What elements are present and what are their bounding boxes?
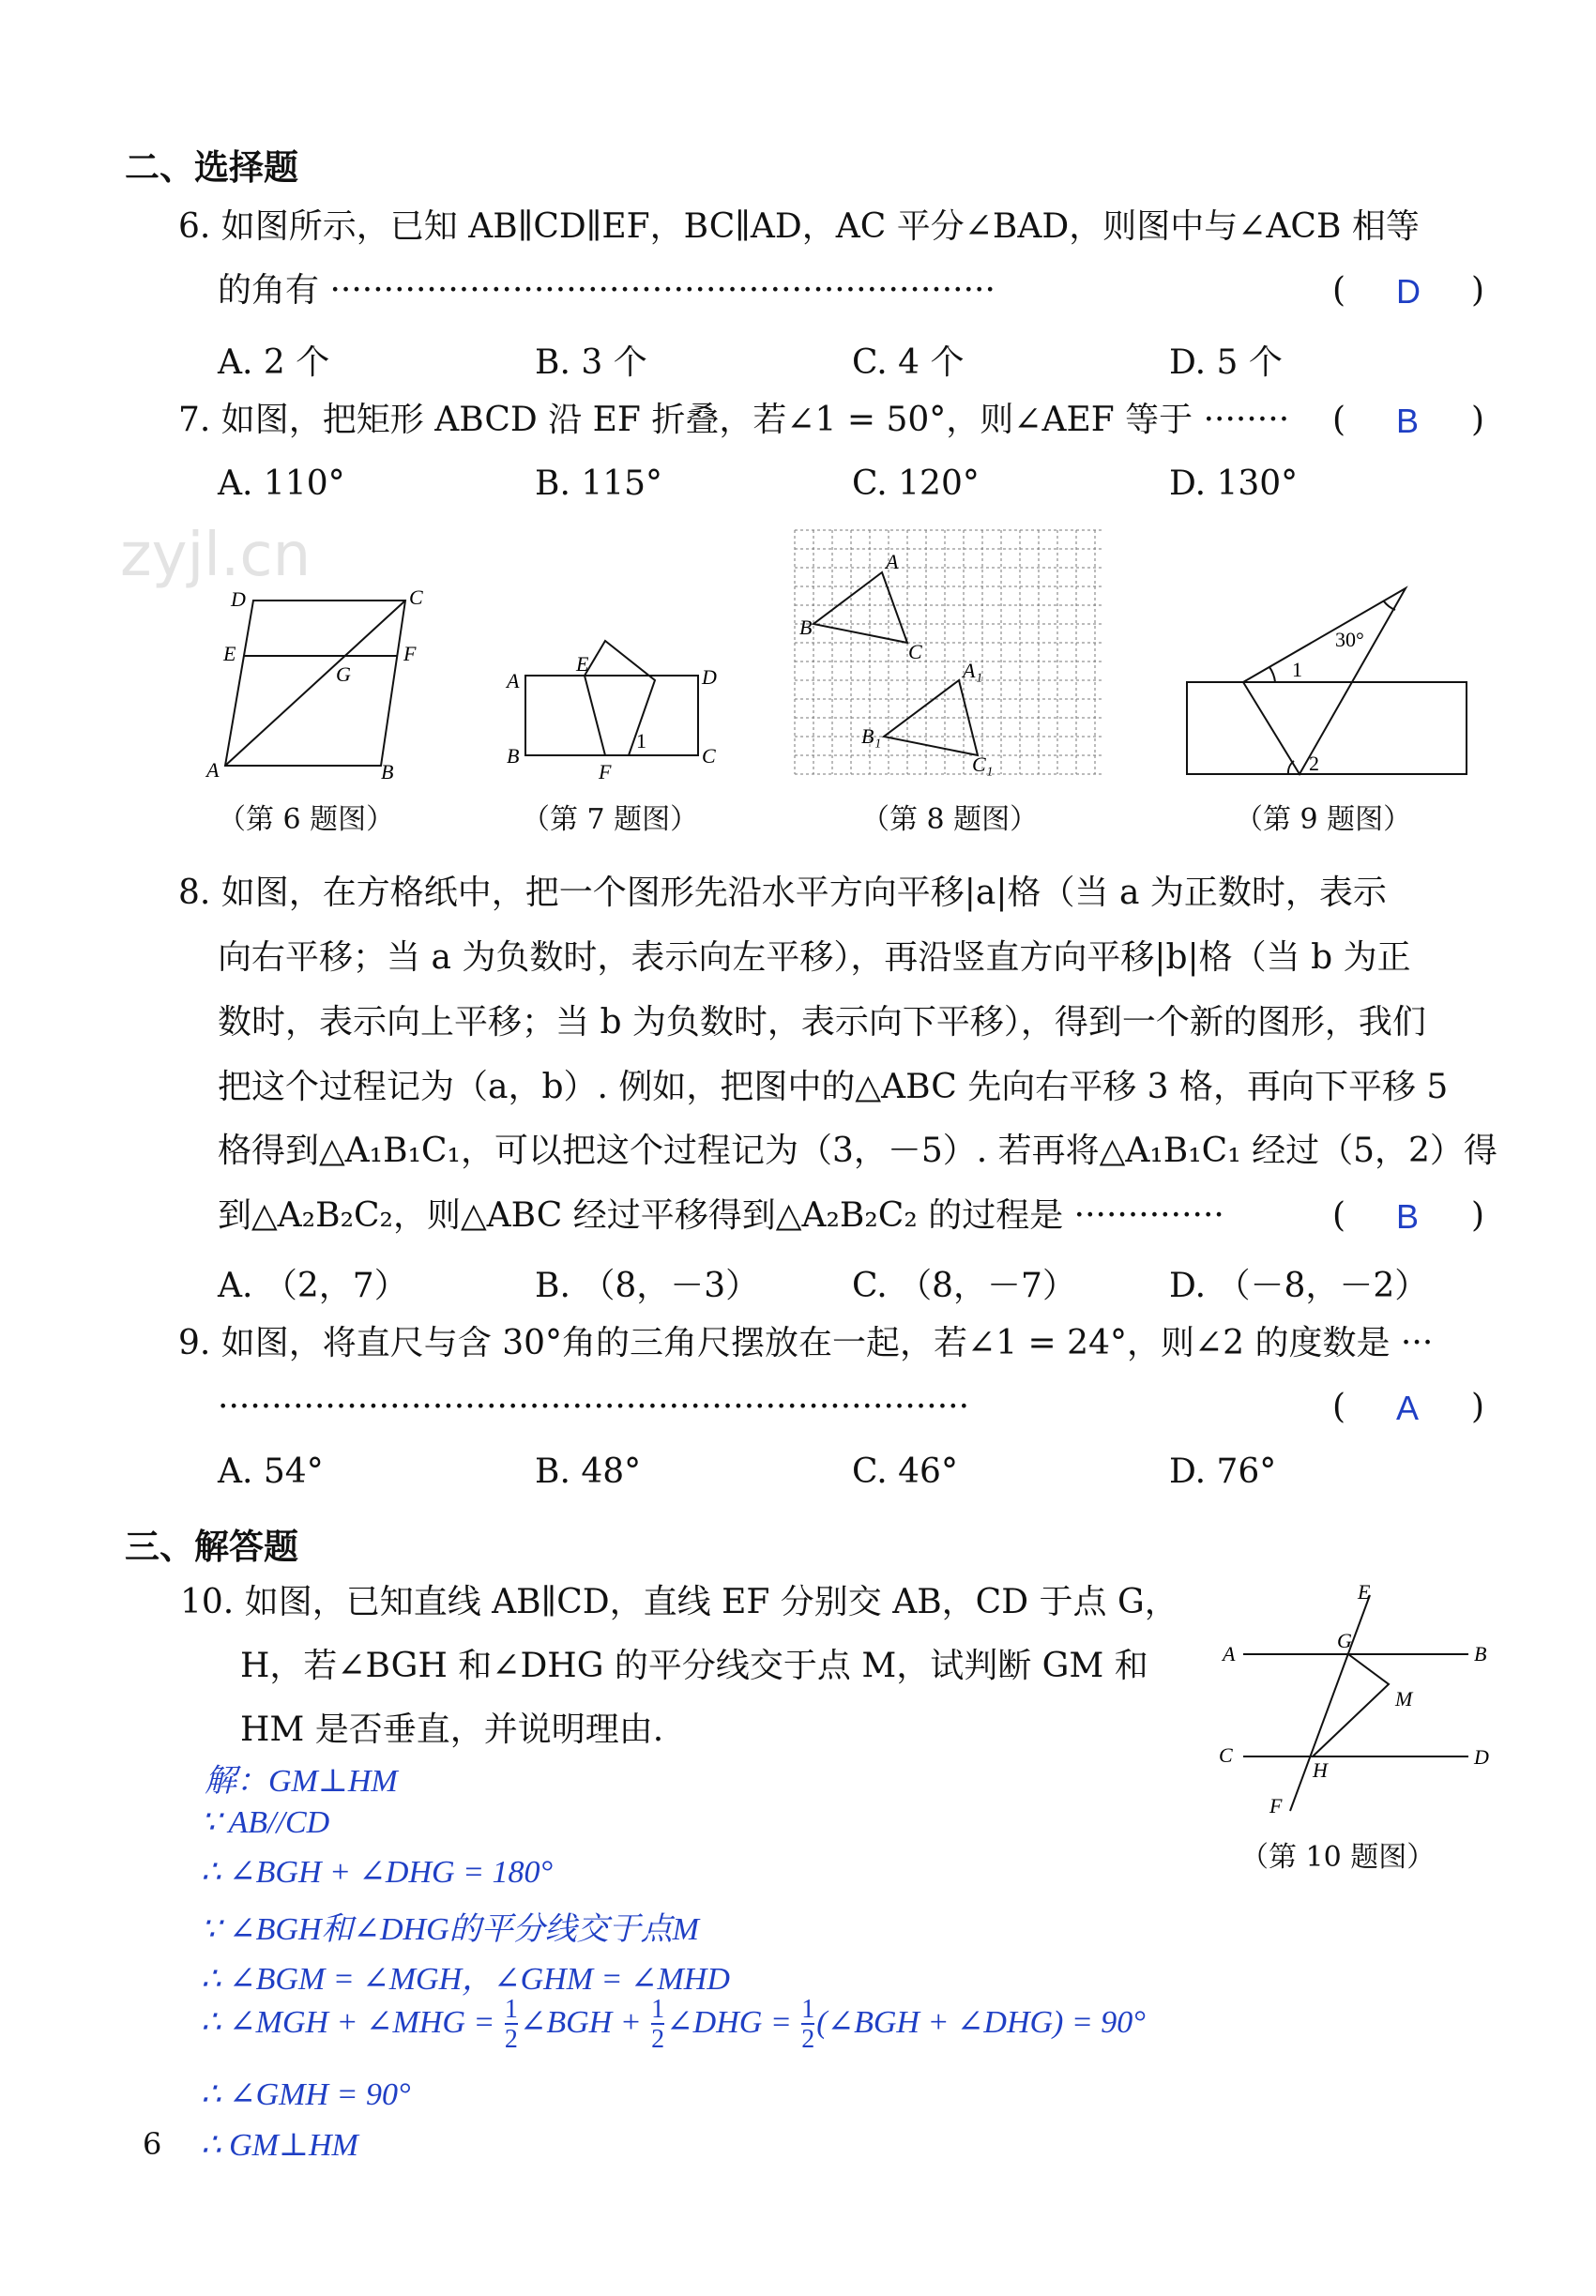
q7-option-a: A. 110° (218, 464, 345, 503)
q7-option-d: D. 130° (1169, 464, 1299, 503)
q7-answer: B (1396, 402, 1420, 440)
q9-answer: A (1396, 1389, 1420, 1427)
q7-stem: 7. 如图，把矩形 ABCD 沿 EF 折叠，若∠1 = 50°，则∠AEF 等于 ········ (178, 401, 1290, 439)
figure-9 (1178, 577, 1482, 788)
fig7-label-d: D (702, 665, 717, 689)
fig8-label-a1: A₁ (963, 659, 983, 682)
fig8-label-c: C (908, 640, 922, 663)
q6-answer: D (1396, 272, 1421, 311)
fraction-half-1 (505, 1997, 518, 2053)
fig10-label-e: E (1358, 1580, 1371, 1604)
fig6-label-a: A (206, 758, 220, 782)
q8-stem-line3: 数时，表示向上平移；当 b 为负数时，表示向下平移），得到一个新的图形，我们 (218, 1003, 1426, 1042)
fig10-label-m: M (1395, 1687, 1413, 1711)
fig8-label-a: A (886, 550, 899, 573)
fig6-label-c: C (409, 585, 423, 609)
fraction-num-3: 1 (801, 1995, 815, 2024)
q9-stem-line2: ······································································ (218, 1388, 970, 1426)
fig10-label-d: D (1474, 1745, 1489, 1769)
figure-10 (1215, 1576, 1501, 1830)
solution-line6-part1: ∴ ∠MGH + ∠MHG = (201, 2004, 503, 2040)
fig7-label-a: A (507, 669, 520, 692)
q10-stem-line1: 10. 如图，已知直线 AB∥CD，直线 EF 分别交 AB，CD 于点 G， (180, 1583, 1178, 1621)
q7-option-b: B. 115° (535, 464, 663, 503)
solution-line4: ∵ ∠BGH和∠DHG的平分线交于点M (201, 1912, 699, 1947)
fig10-label-a: A (1223, 1642, 1236, 1665)
fig7-label-1: 1 (636, 729, 646, 753)
solution-line3: ∴ ∠BGH + ∠DHG = 180° (201, 1855, 554, 1890)
q8-option-b: B. （8，－3） (535, 1267, 760, 1305)
q7-paren-close: ) (1471, 401, 1485, 439)
figure-6 (197, 582, 441, 793)
fraction-den-3: 2 (801, 2025, 815, 2054)
q9-stem-line1: 9. 如图，将直尺与含 30°角的三角尺摆放在一起，若∠1 = 24°，则∠2 的度数是 ··· (178, 1324, 1434, 1362)
fraction-num-2: 1 (651, 1995, 665, 2024)
q6-paren-close: ) (1471, 271, 1485, 310)
q9-option-c: C. 46° (852, 1452, 958, 1491)
fig7-label-f: F (599, 760, 612, 783)
q9-paren-open: ( (1332, 1388, 1346, 1426)
q8-stem-line6: 到△A₂B₂C₂，则△ABC 经过平移得到△A₂B₂C₂ 的过程是 ·············· (218, 1196, 1224, 1235)
fig6-label-g: G (336, 662, 351, 686)
solution-line5: ∴ ∠BGM = ∠MGH，∠GHM = ∠MHD (201, 1962, 730, 1997)
fig10-label-g: G (1337, 1629, 1352, 1652)
q8-stem-line5: 格得到△A₁B₁C₁，可以把这个过程记为（3，－5）. 若再将△A₁B₁C₁ 经过（5，2）得 (218, 1132, 1497, 1170)
fraction-num-1: 1 (504, 1995, 518, 2024)
q8-option-a: A. （2，7） (218, 1267, 408, 1305)
fig10-label-c: C (1219, 1743, 1233, 1767)
q8-option-d: D. （－8，－2） (1169, 1267, 1429, 1305)
fig6-label-d: D (231, 587, 246, 611)
q8-stem-line2: 向右平移；当 a 为负数时，表示向左平移），再沿竖直方向平移|b|格（当 b 为正 (218, 938, 1411, 977)
fraction-den-2: 2 (651, 2025, 665, 2054)
q9-paren-close: ) (1471, 1388, 1485, 1426)
fig8-label-b: B (799, 616, 813, 639)
q8-paren-close: ) (1471, 1196, 1485, 1235)
q8-stem-line4: 把这个过程记为（a，b）. 例如，把图中的△ABC 先向右平移 3 格，再向下平移 5 (218, 1068, 1449, 1106)
fig8-caption: （第 8 题图） (861, 803, 1039, 836)
q6-option-d: D. 5 个 (1169, 343, 1283, 382)
fig7-label-b: B (507, 744, 520, 768)
figure-8 (790, 525, 1109, 783)
fig6-label-e: E (223, 642, 236, 665)
fig7-label-c: C (702, 744, 716, 768)
fig6-label-f: F (403, 642, 417, 665)
fig10-label-h: H (1313, 1758, 1328, 1782)
watermark: zyjl.cn (120, 521, 312, 590)
q7-option-c: C. 120° (852, 464, 980, 503)
fig9-label-1: 1 (1292, 658, 1302, 681)
fig10-label-b: B (1474, 1642, 1487, 1665)
fig7-label-e: E (576, 652, 589, 676)
solution-line8: ∴ GM⊥HM (201, 2128, 358, 2163)
section-heading-answer: 三、解答题 (125, 1527, 298, 1567)
fig9-label-30deg: 30° (1335, 628, 1364, 651)
q6-stem-line2: 的角有 ······························································ (218, 271, 996, 310)
fig9-label-2: 2 (1309, 752, 1319, 775)
q10-stem-line2: H，若∠BGH 和∠DHG 的平分线交于点 M，试判断 GM 和 (240, 1647, 1148, 1685)
solution-line6-part2: ∠BGH + (519, 2004, 650, 2040)
page-number: 6 (143, 2126, 162, 2162)
figure-7 (497, 633, 727, 788)
q9-option-b: B. 48° (535, 1452, 642, 1491)
section-heading-choice: 二、选择题 (125, 147, 298, 188)
q6-stem-line1: 6. 如图所示，已知 AB∥CD∥EF，BC∥AD，AC 平分∠BAD，则图中与∠ACB 相等 (178, 207, 1420, 246)
solution-line2: ∵ AB//CD (201, 1805, 330, 1840)
fig6-label-b: B (381, 760, 394, 783)
q10-stem-line3: HM 是否垂直，并说明理由. (240, 1711, 664, 1749)
solution-line7: ∴ ∠GMH = 90° (201, 2077, 411, 2112)
q6-option-b: B. 3 个 (535, 343, 647, 382)
fig10-caption: （第 10 题图） (1240, 1841, 1436, 1874)
solution-line6-part3: ∠DHG = (666, 2004, 800, 2040)
fraction-half-2 (651, 1997, 664, 2053)
fraction-half-3 (801, 1997, 814, 2053)
fig8-label-c1: C₁ (972, 753, 994, 776)
fraction-den-1: 2 (504, 2025, 518, 2054)
fig10-label-f: F (1269, 1794, 1283, 1817)
q8-answer: B (1396, 1197, 1420, 1236)
solution-line1: 解：GM⊥HM (205, 1764, 398, 1799)
q7-paren-open: ( (1332, 401, 1346, 439)
q8-option-c: C. （8，－7） (852, 1267, 1076, 1305)
q8-paren-open: ( (1332, 1196, 1346, 1235)
solution-line6 (201, 1997, 1146, 2053)
fig9-caption: （第 9 题图） (1235, 803, 1412, 836)
q6-option-a: A. 2 个 (218, 343, 330, 382)
q6-paren-open: ( (1332, 271, 1346, 310)
q9-option-a: A. 54° (218, 1452, 324, 1491)
q6-option-c: C. 4 个 (852, 343, 965, 382)
solution-line6-part4: (∠BGH + ∠DHG) = 90° (816, 2004, 1146, 2040)
q9-option-d: D. 76° (1169, 1452, 1277, 1491)
fig8-label-b1: B₁ (861, 724, 882, 748)
fig7-caption: （第 7 题图） (522, 803, 699, 836)
fig6-caption: （第 6 题图） (218, 803, 395, 836)
q8-stem-line1: 8. 如图，在方格纸中，把一个图形先沿水平方向平移|a|格（当 a 为正数时，表示 (178, 874, 1387, 912)
